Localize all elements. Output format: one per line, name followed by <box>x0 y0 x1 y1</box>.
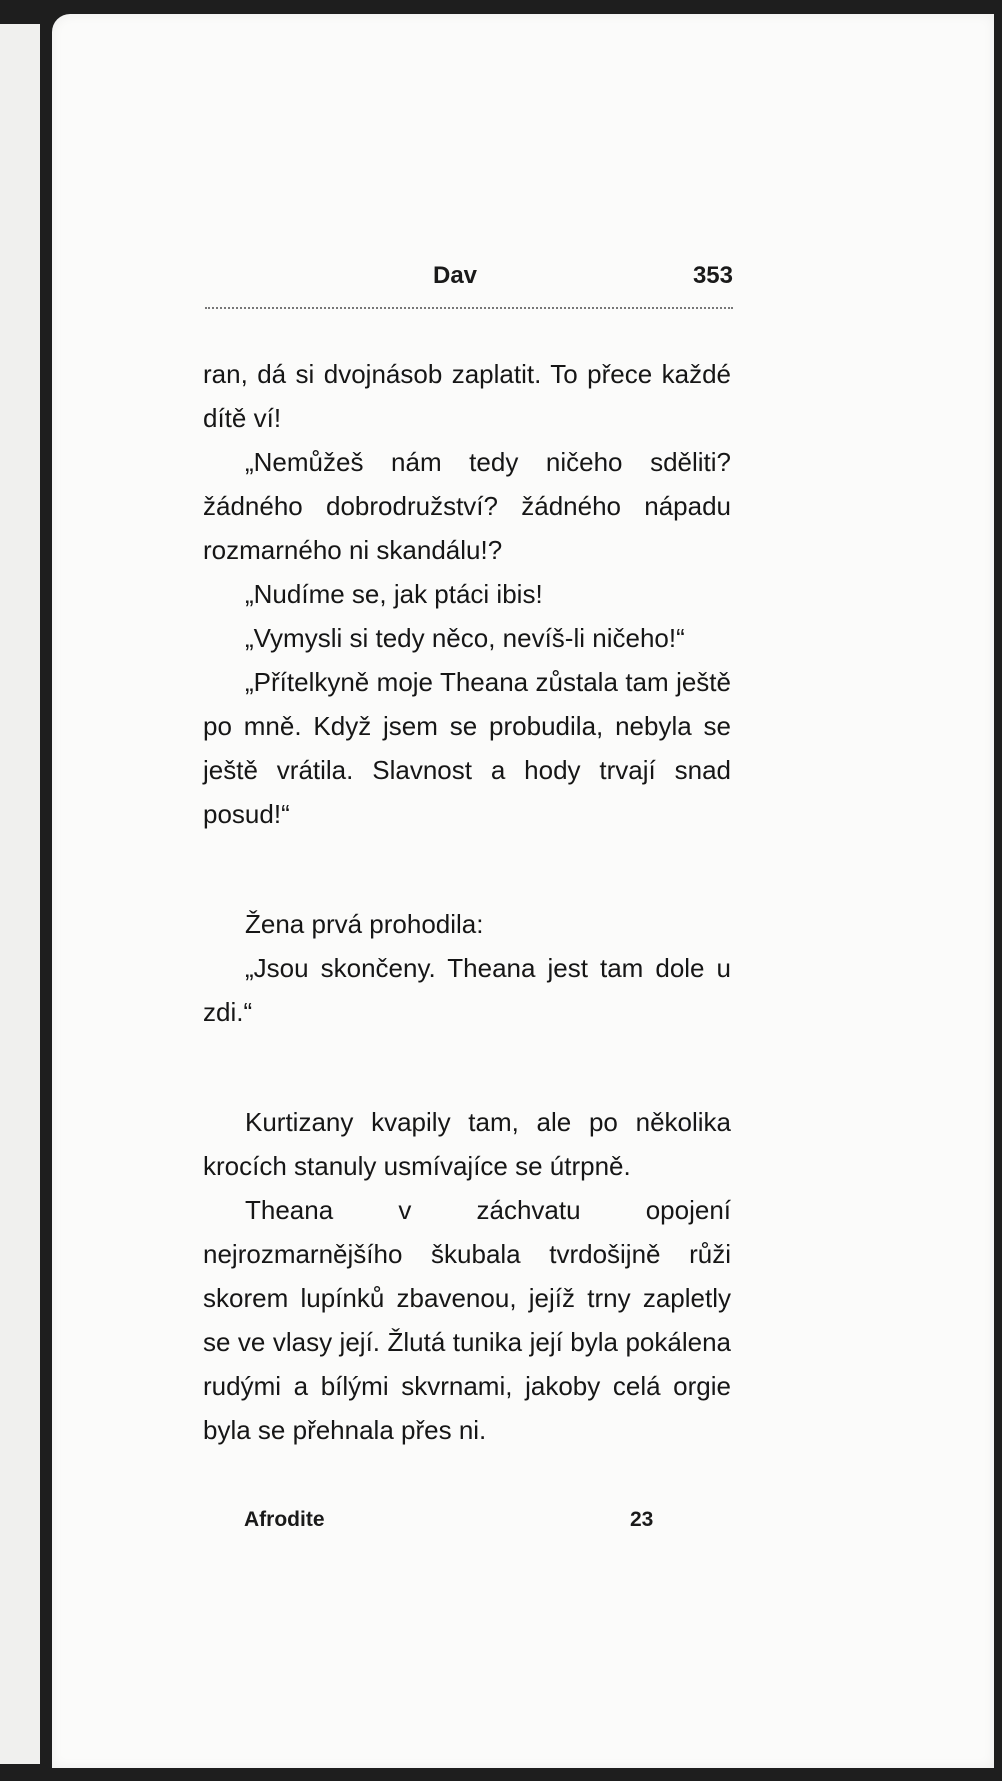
body-text <box>203 352 731 1452</box>
paragraph-5: Žena prvá prohodila: <box>245 909 484 939</box>
paragraph-2: „Nudíme se, jak ptáci ibis! <box>245 579 543 609</box>
running-head: Dav <box>433 262 478 289</box>
header-divider <box>205 307 733 309</box>
footer-sheet-number: 23 <box>630 1508 654 1531</box>
page-header <box>205 262 733 296</box>
paragraph-3: „Vymysli si tedy něco, nevíš-li ničeho!“ <box>245 623 685 653</box>
paragraph-0: ran, dá si dvojnásob zaplatit. To přece každé dítě ví! <box>203 359 731 433</box>
footer-signature: Afrodite <box>244 1508 325 1531</box>
paragraph-4: „Přítelkyně moje Theana zůstala tam ještě po mně. Když jsem se probudila, nebyla se ještě vrátila. Slavnost a hody trvají snad posud!“ <box>203 667 731 829</box>
paragraph-6: „Jsou skončeny. Theana jest tam dole u zdi.“ <box>203 953 731 1027</box>
previous-page-edge <box>0 24 40 1764</box>
paragraph-8: Theana v záchvatu opojení nejrozmarnějšího škubala tvrdošijně růži skorem lupínků zbavenou, jejíž trny zapletly se ve vlasy její. Žlutá tunika její byla pokálena rudými a bílými skvrnami, jakoby celá orgie byla se přehnala přes ni. <box>203 1195 731 1445</box>
paragraph-1: „Nemůžeš nám tedy ničeho sděliti? žádného dobrodružství? žádného nápadu rozmarného ni skandálu!? <box>203 447 731 565</box>
paragraph-7: Kurtizany kvapily tam, ale po několika krocích stanuly usmívajíce se útrpně. <box>203 1107 731 1181</box>
page-number: 353 <box>692 262 733 289</box>
